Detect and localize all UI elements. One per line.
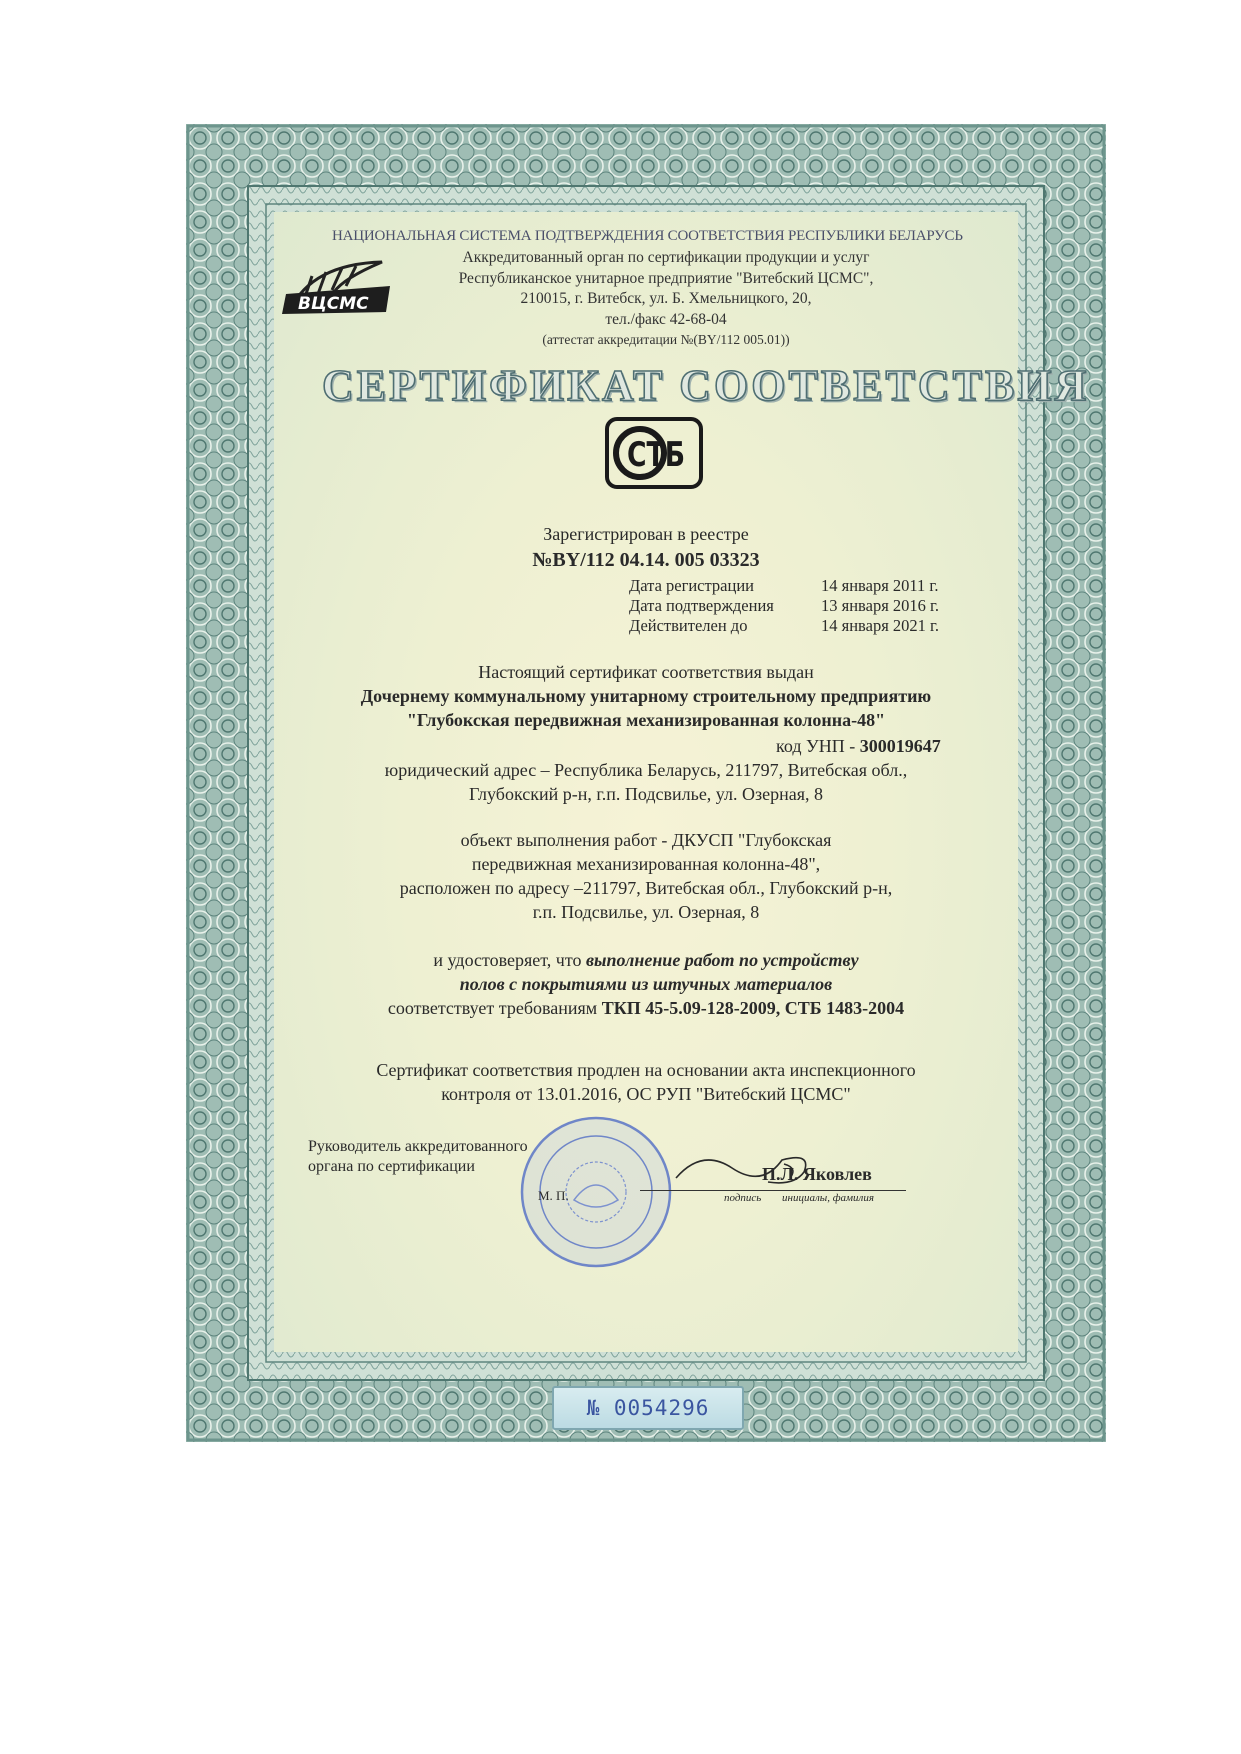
form-number-plate: № 0054296 (552, 1386, 744, 1430)
date-value-confirmation: 13 января 2016 г. (821, 596, 940, 615)
org-name-line2: "Глубокская передвижная механизированная колонна-48" (406, 710, 886, 730)
vcsms-logo-icon (282, 256, 392, 316)
signature-caption: подпись (724, 1192, 762, 1204)
requirements-line (186, 998, 1106, 1019)
certificate (186, 124, 1106, 1442)
date-label-registration: Дата регистрации (629, 576, 754, 595)
requirements-prefix: соответствует требованиям (387, 998, 598, 1018)
certifies-intro: и удостоверяет, что (433, 950, 582, 970)
object-line2: передвижная механизированная колонна-48", (471, 854, 821, 874)
certifies-line1 (186, 950, 1106, 971)
issuer-line2: Республиканское унитарное предприятие "Витебский ЦСМС", (458, 269, 874, 287)
stb-mark-icon (604, 416, 704, 490)
requirements-docs: ТКП 45-5.09-128-2009, СТБ 1483-2004 (601, 998, 905, 1018)
issuer-block (386, 248, 946, 351)
object-line1: объект выполнения работ - ДКУСП "Глубокская (460, 830, 832, 850)
registry-label: Зарегистрирован в реестре (543, 524, 749, 544)
org-name-line1: Дочернему коммунальному унитарному строительному предприятию (360, 686, 932, 706)
mp-label: М. П. (538, 1188, 569, 1203)
work-line1: выполнение работ по устройству (586, 950, 859, 970)
certificate-title: СЕРТИФИКАТ СООТВЕТСТВИЯ (322, 361, 1090, 410)
name-line (746, 1190, 906, 1191)
signatory-role-line1: Руководитель аккредитованного (308, 1138, 528, 1155)
date-value-registration: 14 января 2011 г. (821, 576, 939, 595)
extension-line1: Сертификат соответствия продлен на основании акта инспекционного (376, 1060, 916, 1080)
object-line3: расположен по адресу –211797, Витебская обл., Глубокский р-н, (399, 878, 893, 898)
issuer-line4: тел./факс 42-68-04 (605, 310, 727, 328)
legal-address-line2: Глубокский р-н, г.п. Подсвилье, ул. Озерная, 8 (469, 784, 823, 804)
unp-label: код УНП - (776, 736, 856, 756)
stb-mark-text: СТБ (627, 435, 685, 475)
work-line2: полов с покрытиями из штучных материалов (459, 974, 833, 994)
logo-text: ВЦСМС (298, 294, 369, 314)
object-line4: г.п. Подсвилье, ул. Озерная, 8 (532, 902, 760, 922)
unp-code (776, 736, 941, 757)
signatory-name: П.Л. Яковлев (762, 1164, 872, 1184)
extension-line2: контроля от 13.01.2016, ОС РУП "Витебский ЦСМС" (441, 1084, 851, 1104)
legal-address-line1: юридический адрес – Республика Беларусь, 211797, Витебская обл., (384, 760, 908, 780)
accreditation-line: (аттестат аккредитации №(BY/112 005.01)) (542, 332, 790, 347)
system-title: НАЦИОНАЛЬНАЯ СИСТЕМА ПОДТВЕРЖДЕНИЯ СООТВЕТСТВИЯ РЕСПУБЛИКИ БЕЛАРУСЬ (332, 228, 963, 244)
issuer-line3: 210015, г. Витебск, ул. Б. Хмельницкого, 20, (520, 290, 812, 307)
issuer-line1: Аккредитованный орган по сертификации продукции и услуг (462, 249, 870, 266)
date-label-valid-until: Действителен до (629, 616, 748, 635)
unp-value: 300019647 (859, 736, 941, 756)
signatory-role-line2: органа по сертификации (308, 1158, 475, 1175)
registry-number: №BY/112 04.14. 005 03323 (532, 549, 760, 571)
date-value-valid-until: 14 января 2021 г. (821, 616, 940, 635)
name-caption: инициалы, фамилия (782, 1192, 874, 1204)
issued-intro: Настоящий сертификат соответствия выдан (478, 662, 814, 682)
date-label-confirmation: Дата подтверждения (629, 596, 774, 615)
